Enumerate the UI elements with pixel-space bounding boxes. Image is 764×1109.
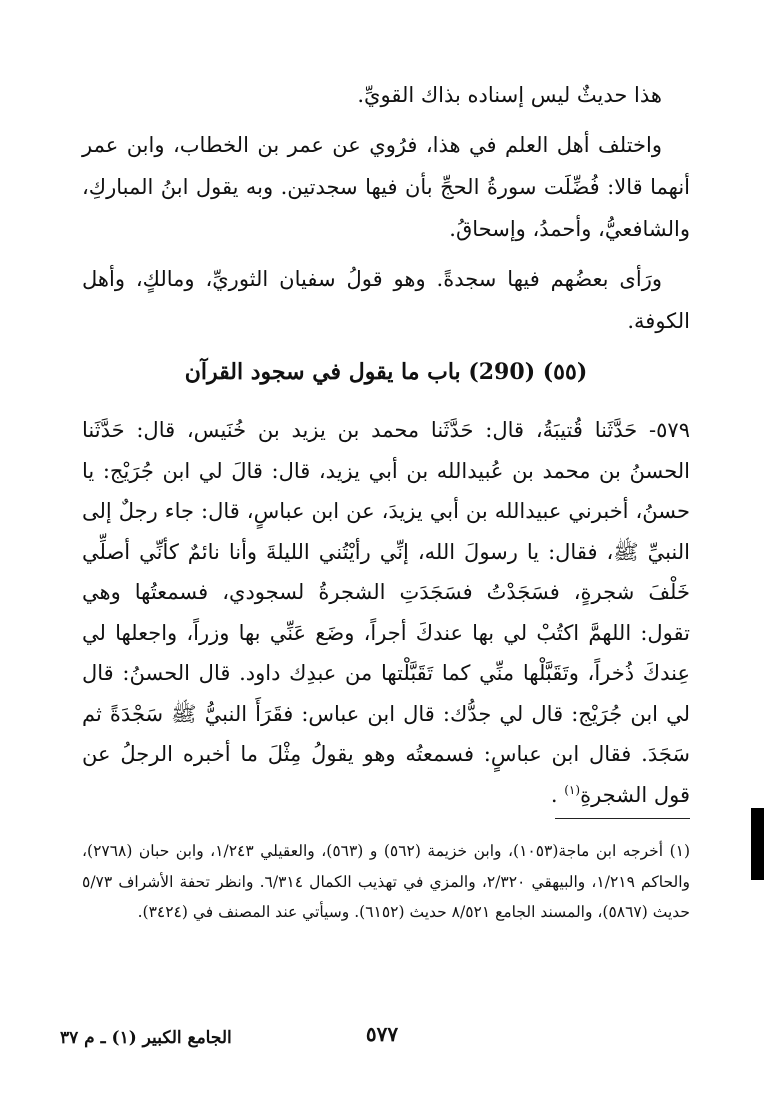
hadith-text: ٥٧٩- حَدَّثَنا قُتيبَةُ، قال: حَدَّثَنا محمد بن يزيد بن خُنَيس، قال: حَدَّثَنا الحسنُ بن محمد بن عُبيدالله بن أبي يزيد، قال: قالَ لي ابن جُرَيْج: يا حسنُ، أخبرني عبيدالله بن أبي يزيدَ، عن ابن عباسٍ، قال: جاء رجلٌ إلى النبيِّ ﷺ، فقال: يا رسولَ الله، إنِّي رأيْتُني الليلةَ وأنا نائمٌ كأنِّي أصلِّي خَلْفَ شجرةٍ، فسَجَدْتُ فسَجَدَتِ الشجرةُ لسجودي، فسمعتُها وهي تقول: اللهمَّ اكتُبْ لي بها عندكَ أجراً، وضَع عَنِّي بها وزراً، واجعلها لي عِندكَ ذُخراً، وتَقَبَّلْها منِّي كما تَقَبَّلْتها من عبدِك داود. قال الحسنُ: قال لي ابن جُرَيْج: قال لي جدُّك: قال ابن عباس: فقَرَأَ النبيُّ ﷺ سَجْدَةً ثم سَجَدَ. فقال ابن عباسٍ: فسمعتُه وهو يقولُ مِثْلَ ما أخبره الرجلُ عن قول الشجرةِ bbox=[82, 418, 690, 807]
paragraph-1: هذا حديثٌ ليس إسناده بذاك القويِّ. bbox=[357, 83, 662, 107]
chapter-heading: (٥٥) (290) باب ما يقول في سجود القرآن bbox=[184, 359, 588, 385]
footnote: (١) أخرجه ابن ماجة(١٠٥٣)، وابن خزيمة (٥٦٢) و (٥٦٣)، والعقيلي ١/٢٤٣، وابن حبان (٢٧٦٨)، والحاكم ١/٢١٩، والبيهقي ٢/٣٢٠، والمزي في تهذيب الكمال ٦/٣١٤. وانظر تحفة الأشراف ٥/٧٣ حديث (٥٨٦٧)، والمسند الجامع ٨/٥٢١ حديث (٦١٥٢). وسيأتي عند المصنف في (٣٤٢٤). bbox=[82, 842, 691, 921]
paragraph-3: ورَأى بعضُهم فيها سجدةً. وهو قولُ سفيان الثوريِّ، ومالكٍ، وأهل الكوفة. bbox=[82, 267, 690, 333]
page-number: ٥٧٧ bbox=[365, 1022, 399, 1046]
footnote-marker: (١) bbox=[564, 782, 581, 797]
book-signature: الجامع الكبير (١) ـ م ٣٧ bbox=[60, 1028, 232, 1048]
page-edge-mark bbox=[751, 808, 764, 880]
paragraph-2: واختلف أهل العلم في هذا، فرُوي عن عمر بن الخطاب، وابن عمر أنهما قالا: فُضِّلَت سورةُ الحجِّ بأن فيها سجدتين. وبه يقول ابنُ المباركِ، والشافعيُّ، وأحمدُ، وإسحاقُ. bbox=[82, 133, 690, 241]
hadith-block bbox=[82, 410, 690, 815]
hadith-end: . bbox=[550, 782, 565, 807]
footnote-divider bbox=[555, 818, 690, 819]
commentary-block bbox=[82, 74, 690, 342]
